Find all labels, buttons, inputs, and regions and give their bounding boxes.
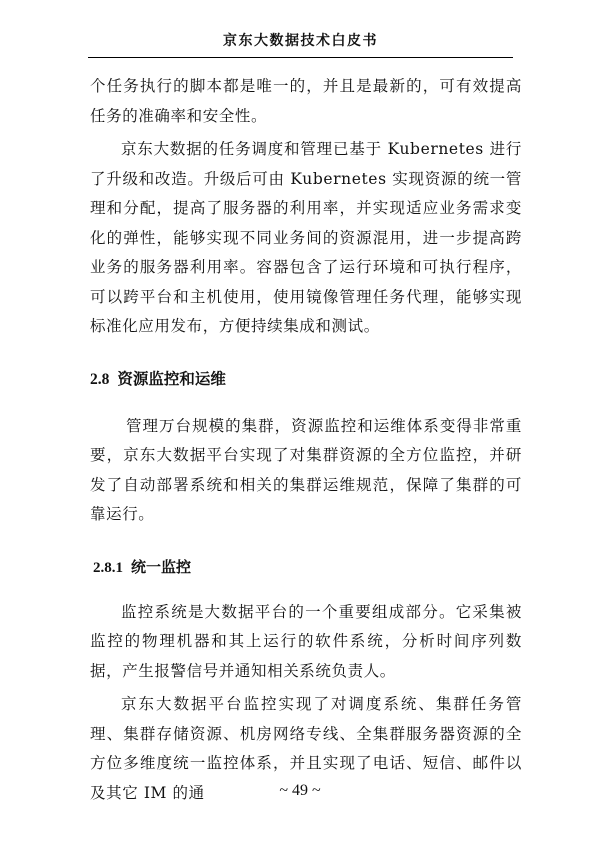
subsection-paragraph-2: 京东大数据平台监控实现了对调度系统、集群任务管理、集群存储资源、机房网络专线、全集群服务器资源的全方位多维度统一监控体系，并且实现了电话、短信、邮件以及其它 IM 的通: [90, 695, 522, 802]
page-number: ~ 49 ~: [279, 782, 321, 799]
section-heading: [90, 367, 522, 392]
paragraph-kubernetes: 京东大数据的任务调度和管理已基于 Kubernetes 进行了升级和改造。升级后可由 Kubernetes 实现资源的统一管理和分配，提高了服务器的利用率，并实现适应业务需求变化的弹性，能够实现不同业务间的资源混用，进一步提高跨业务的服务器利用率。容器包含了运行环境和可执行程序，可以跨平台和主机使用，使用镜像管理任务代理，能够实现标准化应用发布，方便持续集成和测试。: [90, 140, 522, 335]
page-body: [90, 72, 522, 808]
paragraph-continued: 个任务执行的脚本都是唯一的，并且是最新的，可有效提高任务的准确率和安全性。: [90, 77, 522, 125]
header-rule: [88, 57, 513, 58]
running-header: [88, 32, 513, 58]
subsection-heading: [90, 555, 522, 580]
section-number: 2.8: [90, 370, 110, 388]
subsection-title: 统一监控: [131, 557, 192, 576]
section-paragraph: 管理万台规模的集群，资源监控和运维体系变得非常重要，京东大数据平台实现了对集群资源的全方位监控，并研发了自动部署系统和相关的集群运维规范，保障了集群的可靠运行。: [90, 416, 522, 523]
running-header-title: 京东大数据技术白皮书: [223, 33, 378, 49]
subsection-paragraph-1: 监控系统是大数据平台的一个重要组成部分。它采集被监控的物理机器和其上运行的软件系统，分析时间序列数据，产生报警信号并通知相关系统负责人。: [90, 602, 522, 680]
subsection-number: 2.8.1: [93, 559, 123, 576]
section-title: 资源监控和运维: [117, 368, 226, 388]
